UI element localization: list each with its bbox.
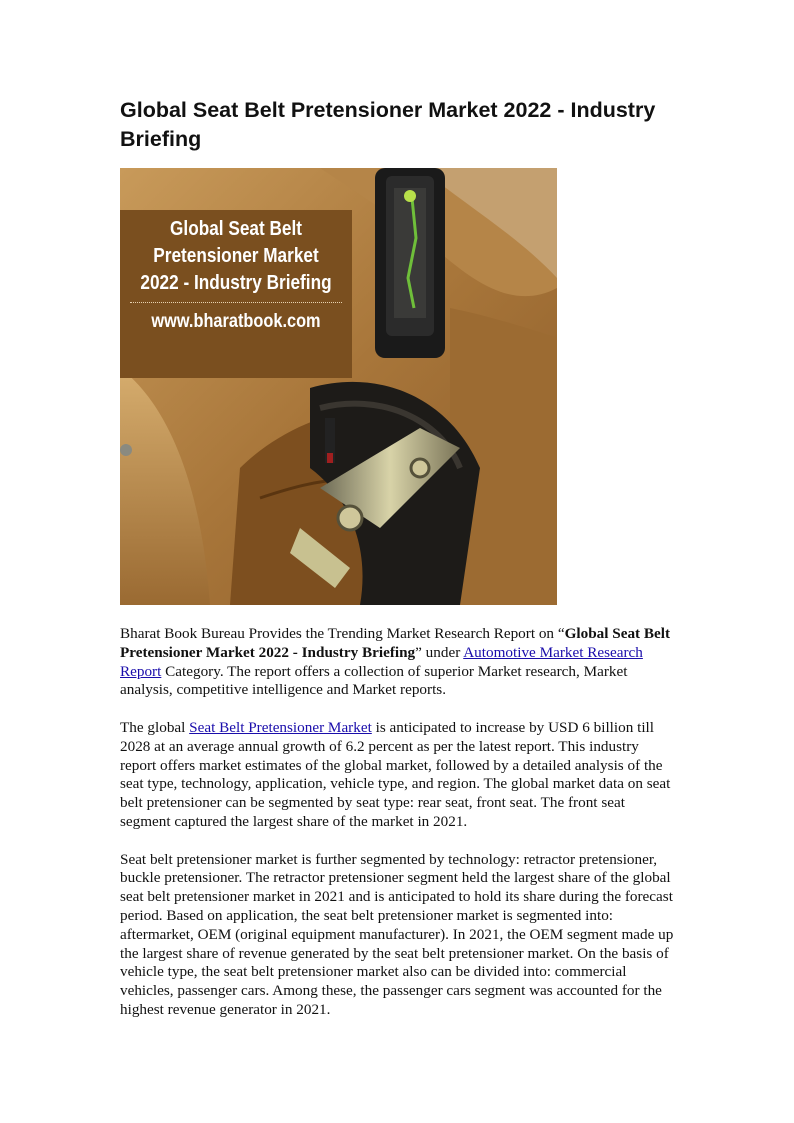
market-paragraph [120, 719, 676, 832]
report-title-bold: Global Seat Belt Pretensioner Market 2022 - Industry Briefing [120, 625, 671, 661]
market-text: is anticipated to increase by USD 6 billion till 2028 at an average annual growth of 6.2 percent as per the latest report. This industry report offers market estimates of the global market, followed by a detailed analysis of the seat type, technology, application, vehicle type, and region. The global market data on seat belt pretensioner can be segmented by seat type: rear seat, front seat. The front seat segment captured the largest share of the market in 2021. [120, 718, 671, 830]
hero-image [120, 168, 557, 605]
hero-caption-line: Pretensioner Market [153, 245, 319, 267]
hero-caption-line: Global Seat Belt [170, 218, 302, 240]
seat-belt-pretensioner-market-link[interactable]: Seat Belt Pretensioner Market [189, 718, 372, 736]
intro-text: Category. The report offers a collection of superior Market research, Market analysis, competitive intelligence and Market reports. [120, 662, 628, 699]
hero-caption-url: www.bharatbook.com [151, 311, 321, 332]
page-title: Global Seat Belt Pretensioner Market 2022 - Industry Briefing [120, 98, 656, 151]
market-text: The global [120, 718, 190, 736]
intro-paragraph [120, 625, 676, 700]
article-body [120, 625, 676, 1039]
intro-text: ” under [415, 643, 464, 661]
hero-caption-line: 2022 - Industry Briefing [140, 272, 332, 294]
automotive-market-link[interactable]: Automotive Market Research Report [120, 643, 643, 680]
hero-caption-box [120, 210, 352, 378]
hero-caption-divider [130, 302, 342, 303]
segmentation-paragraph: Seat belt pretensioner market is further segmented by technology: retractor pretensioner, buckle pretensioner. The retractor pretensioner segment held the largest share of the global seat belt pretensioner market in 2021 and is anticipated to hold its share during the forecast period. Based on application, the seat belt pretensioner market is segmented into: aftermarket, OEM (original equipment manufacturer). In 2021, the OEM segment made up the largest share of revenue generated by the seat belt pretensioner market. On the basis of vehicle type, the seat belt pretensioner market also can be divided into: commercial vehicles, passenger cars. Among these, the passenger cars segment was accounted for the highest revenue generator in 2021. [120, 850, 674, 1018]
intro-text: Bharat Book Bureau Provides the Trending Market Research Report on “ [120, 625, 565, 642]
